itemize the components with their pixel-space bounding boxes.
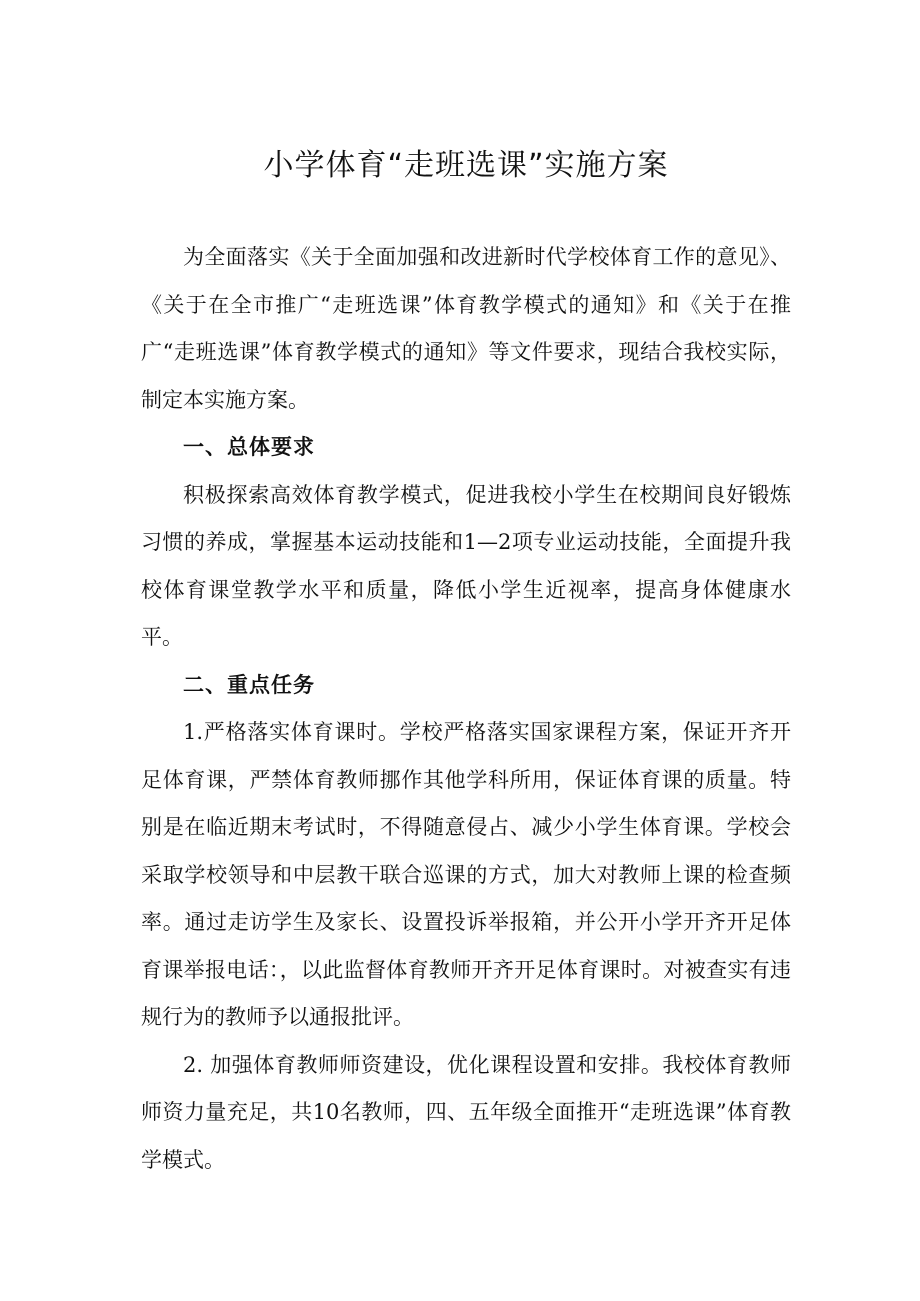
section-heading-key-tasks: 二、重点任务	[183, 672, 315, 697]
key-task-2-paragraph: 2. 加强体育教师师资建设，优化课程设置和安排。我校体育教师师资力量充足，共10名教师，四、五年级全面推开“走班选课”体育教学模式。	[141, 1052, 791, 1172]
document-body	[141, 140, 791, 1184]
section-heading-general-requirements: 一、总体要求	[183, 435, 315, 459]
key-task-1-paragraph: 1.严格落实体育课时。学校严格落实国家课程方案，保证开齐开足体育课，严禁体育教师挪作其他学科所用，保证体育课的质量。特别是在临近期末考试时，不得随意侵占、减少小学生体育课。学校会采取学校领导和中层教干联合巡课的方式，加大对教师上课的检查频率。通过走访学生及家长、设置投诉举报箱，并公开小学开齐开足体育课举报电话：，以此监督体育教师开齐开足体育课时。对被查实有违规行为的教师予以通报批评。	[141, 720, 791, 1029]
document-title: 小学体育“走班选课”实施方案	[263, 148, 669, 183]
general-requirements-paragraph: 积极探索高效体育教学模式，促进我校小学生在校期间良好锻炼习惯的养成，掌握基本运动技能和1—2项专业运动技能，全面提升我校体育课堂教学水平和质量，降低小学生近视率，提高身体健康水平。	[141, 482, 791, 649]
intro-paragraph: 为全面落实《关于全面加强和改进新时代学校体育工作的意见》、《关于在全市推广“走班选课”体育教学模式的通知》和《关于在推广“走班选课”体育教学模式的通知》等文件要求，现结合我校实际，制定本实施方案。	[141, 245, 791, 412]
